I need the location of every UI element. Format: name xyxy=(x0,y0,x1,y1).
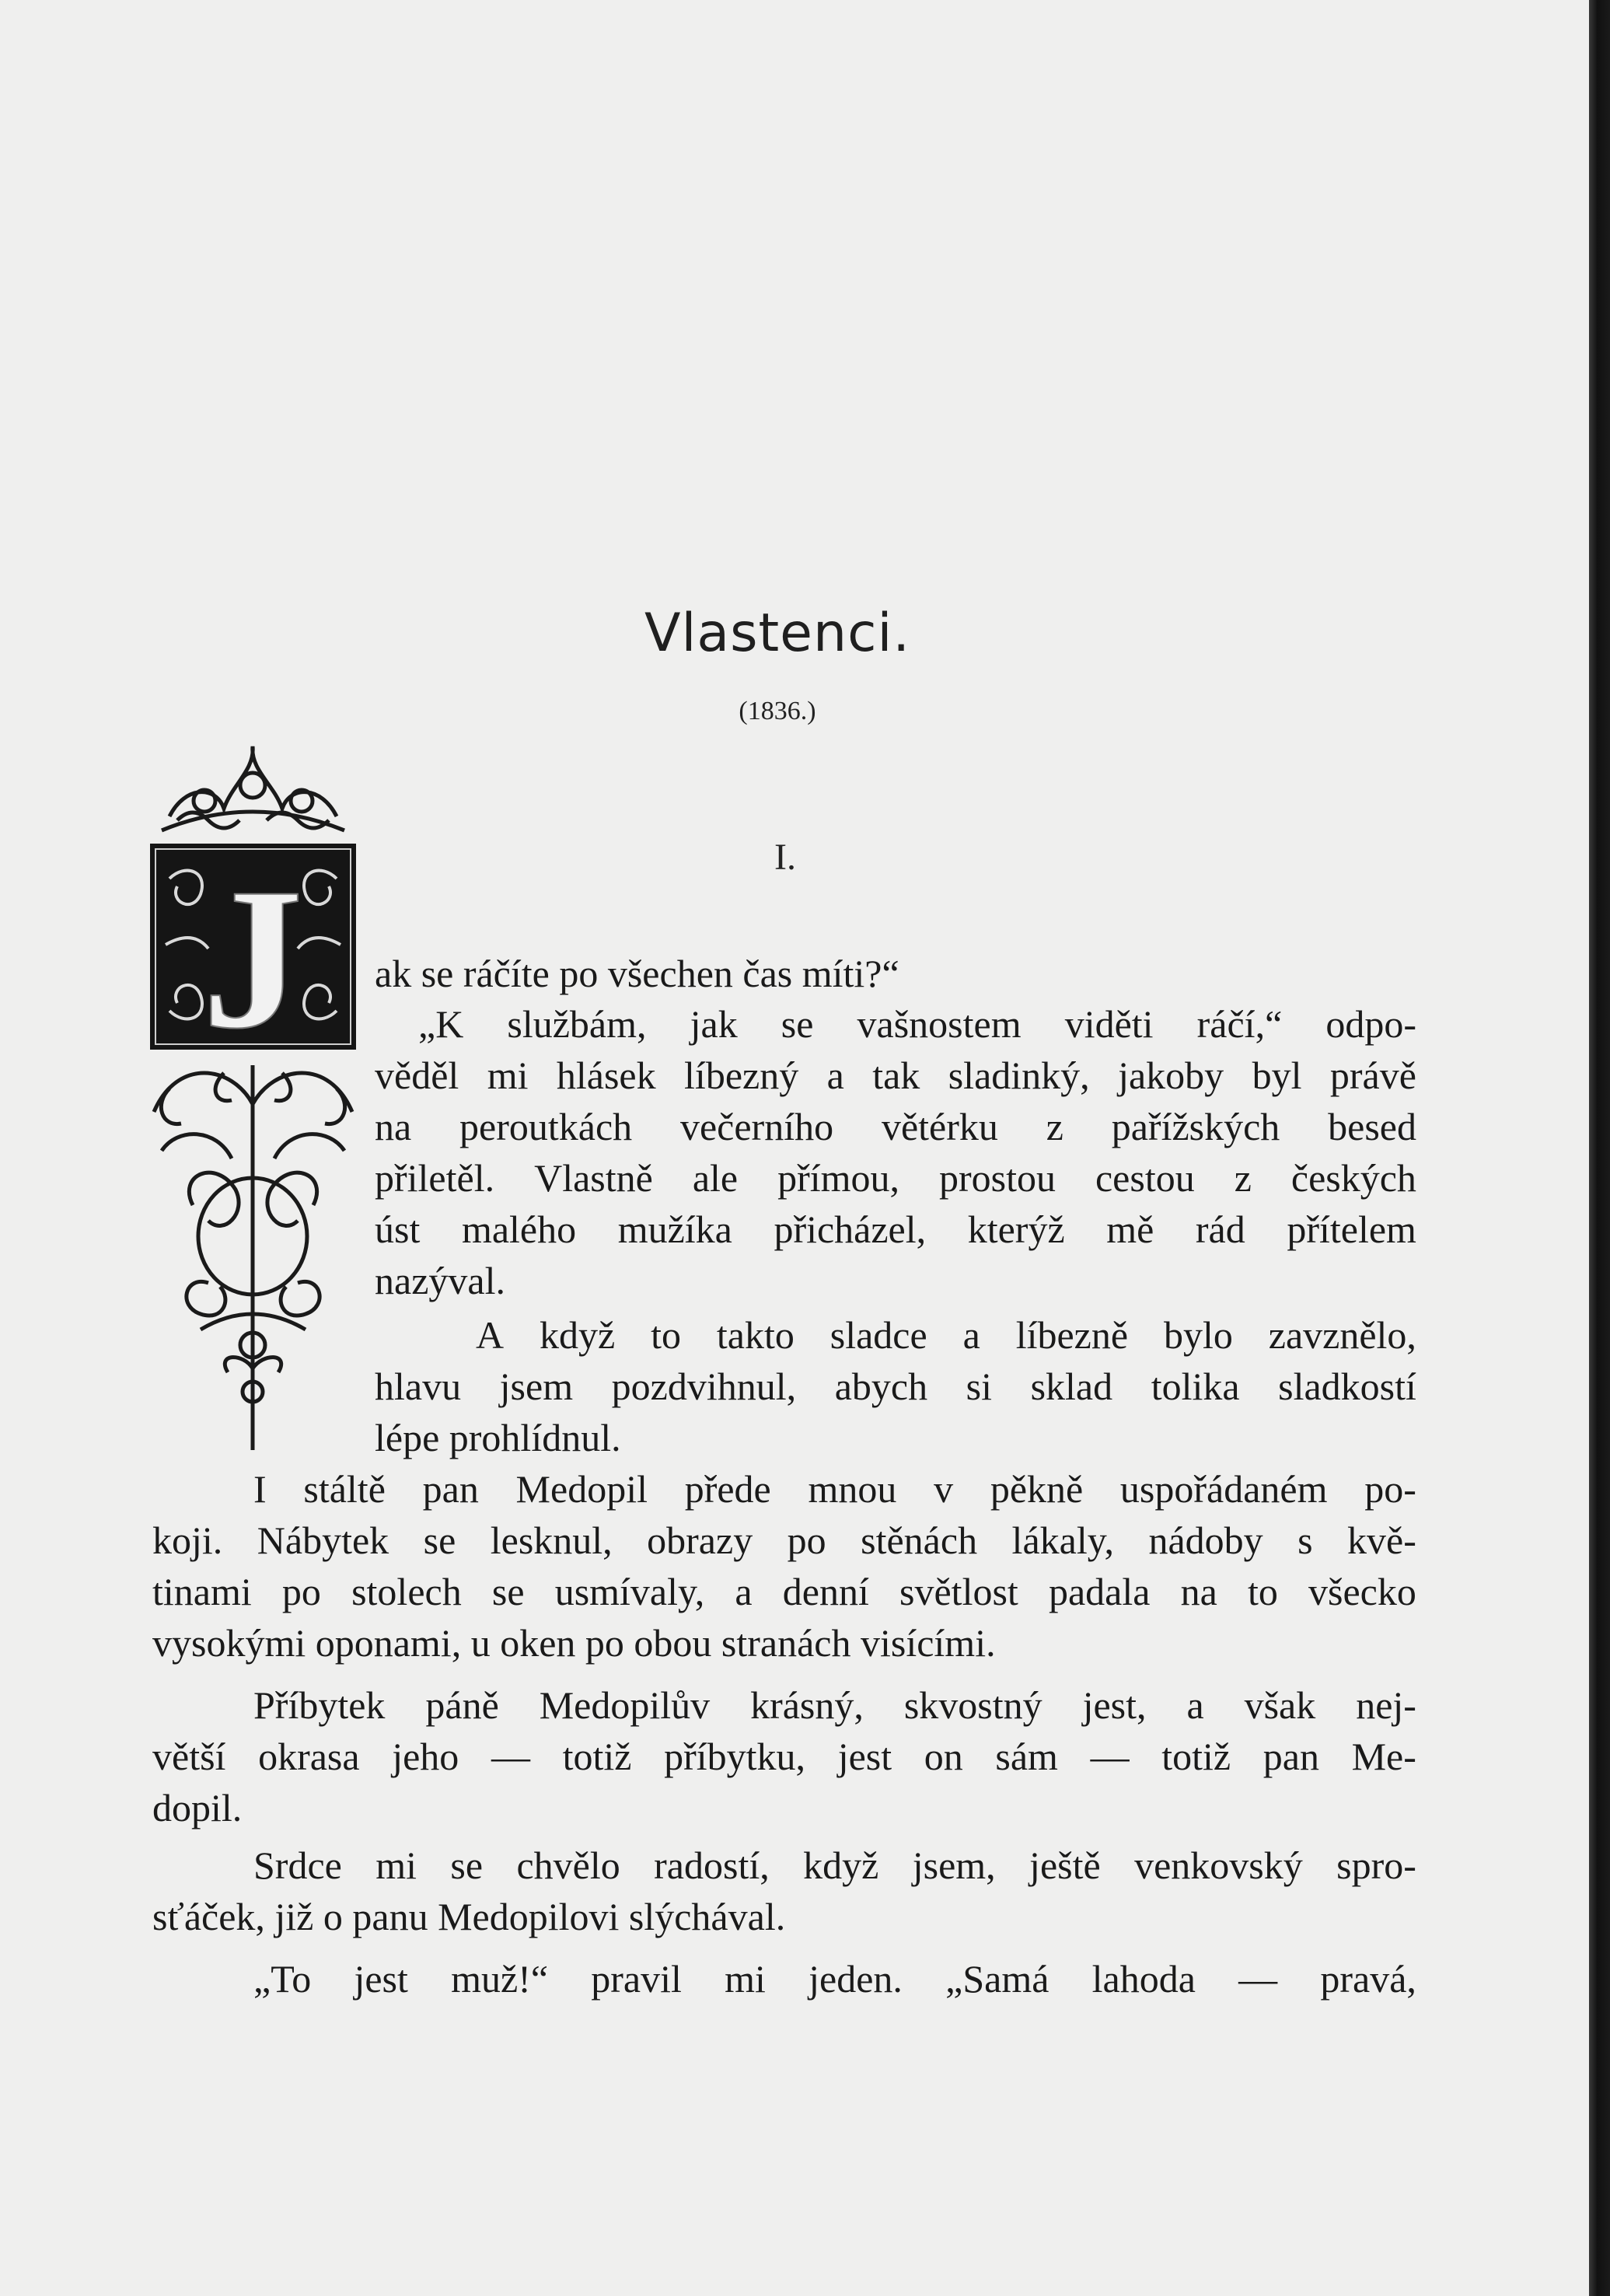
word: „K xyxy=(418,1002,464,1046)
word: vašnostem xyxy=(857,1002,1022,1046)
word: se xyxy=(491,1570,525,1613)
text-line: vysokými oponami, u oken po obou stranách visícími. xyxy=(152,1621,996,1665)
word: uspořádaném xyxy=(1119,1467,1328,1511)
text-line xyxy=(476,1312,1416,1358)
word: úst xyxy=(375,1207,421,1251)
word: Příbytek xyxy=(253,1683,386,1727)
word: kvě- xyxy=(1347,1518,1416,1562)
text-line xyxy=(375,1052,1416,1099)
word: na xyxy=(375,1105,412,1148)
text-line xyxy=(253,1955,1416,2002)
word: se xyxy=(781,1002,814,1046)
text-line xyxy=(253,1466,1416,1512)
word: prostou xyxy=(939,1156,1056,1200)
word: když xyxy=(803,1843,879,1887)
word: viděti xyxy=(1064,1002,1154,1046)
word: Nábytek xyxy=(257,1518,389,1562)
chapter-number: I. xyxy=(774,837,796,878)
word: po xyxy=(281,1570,321,1613)
text-line xyxy=(375,1206,1416,1253)
word: „To xyxy=(253,1957,312,2001)
word: přímou, xyxy=(777,1156,900,1200)
word: to xyxy=(651,1313,681,1357)
text-line: lépe prohlídnul. xyxy=(375,1416,621,1459)
word: si xyxy=(966,1365,993,1408)
text-line xyxy=(253,1842,1416,1889)
word: sklad xyxy=(1030,1365,1113,1408)
word: ještě xyxy=(1029,1843,1101,1887)
word: stěnách xyxy=(861,1518,978,1562)
word: Medopil xyxy=(515,1467,648,1511)
word: — xyxy=(1238,1957,1278,2001)
word: po- xyxy=(1364,1467,1416,1511)
word: lákaly, xyxy=(1011,1518,1114,1562)
text-line: dopil. xyxy=(152,1786,243,1829)
word: v xyxy=(934,1467,954,1511)
word: líbezně xyxy=(1015,1313,1129,1357)
word: tak xyxy=(872,1054,920,1097)
word: pravá, xyxy=(1320,1957,1416,2001)
word: pan xyxy=(1263,1735,1319,1778)
story-title: Vlastenci. xyxy=(644,603,910,664)
word: mužíka xyxy=(617,1207,732,1251)
word: nádoby xyxy=(1148,1518,1263,1562)
word: stolech xyxy=(351,1570,462,1613)
word: pozdvihnul, xyxy=(611,1365,797,1408)
word: Vlastně xyxy=(534,1156,653,1200)
word: besed xyxy=(1328,1105,1416,1148)
word: a xyxy=(1186,1683,1204,1727)
word: totiž xyxy=(562,1735,632,1778)
word: mnou xyxy=(808,1467,897,1511)
word: kterýž xyxy=(967,1207,1065,1251)
word: „Samá xyxy=(945,1957,1049,2001)
text-line xyxy=(375,1103,1416,1150)
word: jest, xyxy=(1082,1683,1147,1727)
word: radostí, xyxy=(654,1843,770,1887)
ornamental-initial-icon xyxy=(146,739,360,1462)
word: rád xyxy=(1195,1207,1245,1251)
text-line xyxy=(375,1363,1416,1410)
word: Srdce xyxy=(253,1843,342,1887)
word: věděl xyxy=(375,1054,459,1097)
word: venkovský xyxy=(1134,1843,1303,1887)
word: jsem, xyxy=(912,1843,996,1887)
word: právě xyxy=(1329,1054,1416,1097)
word: cestou xyxy=(1095,1156,1195,1200)
word: chvělo xyxy=(516,1843,620,1887)
page-edge xyxy=(1589,0,1610,2296)
word: větší xyxy=(152,1735,226,1778)
word: denní xyxy=(782,1570,869,1613)
text-line xyxy=(375,1155,1416,1201)
word: po xyxy=(787,1518,826,1562)
word: přede xyxy=(684,1467,771,1511)
word: byl xyxy=(1252,1054,1302,1097)
word: jeden. xyxy=(808,1957,903,2001)
word: přítelem xyxy=(1287,1207,1416,1251)
word: večerního xyxy=(679,1105,834,1148)
word: mi xyxy=(725,1957,766,2001)
word: krásný, xyxy=(750,1683,864,1727)
story-date: (1836.) xyxy=(739,697,816,725)
word: stáltě xyxy=(303,1467,386,1511)
word: takto xyxy=(716,1313,795,1357)
word: koji. xyxy=(152,1518,223,1562)
word: větérku xyxy=(881,1105,998,1148)
word: muž!“ xyxy=(451,1957,549,2001)
word: peroutkách xyxy=(459,1105,633,1148)
word: hlásek xyxy=(556,1054,656,1097)
word: však xyxy=(1244,1683,1316,1727)
word: z xyxy=(1046,1105,1063,1148)
initial-letter: J xyxy=(202,847,303,1071)
text-line xyxy=(152,1733,1416,1780)
word: hlavu xyxy=(375,1365,462,1408)
word: malého xyxy=(461,1207,577,1251)
text-line xyxy=(152,1517,1416,1564)
word: tolika xyxy=(1151,1365,1240,1408)
word: sladinký, xyxy=(948,1054,1090,1097)
word: jest xyxy=(354,1957,408,2001)
word: Medopilův xyxy=(539,1683,711,1727)
word: jak xyxy=(690,1002,738,1046)
word: když xyxy=(540,1313,616,1357)
word: přiletěl. xyxy=(375,1156,495,1200)
word: sladce xyxy=(829,1313,927,1357)
word: ale xyxy=(692,1156,739,1200)
word: všecko xyxy=(1308,1570,1416,1613)
word: abych xyxy=(834,1365,928,1408)
word: nej- xyxy=(1356,1683,1416,1727)
word: jeho xyxy=(392,1735,459,1778)
word: sladkostí xyxy=(1278,1365,1416,1408)
word: z xyxy=(1234,1156,1252,1200)
word: Me- xyxy=(1351,1735,1416,1778)
word: lahoda xyxy=(1091,1957,1196,2001)
word: totiž xyxy=(1161,1735,1231,1778)
word: pravil xyxy=(591,1957,682,2001)
word: odpo- xyxy=(1325,1002,1416,1046)
word: lesknul, xyxy=(490,1518,613,1562)
word: skvostný xyxy=(903,1683,1042,1727)
word: pařížských xyxy=(1111,1105,1280,1148)
word: s xyxy=(1297,1518,1313,1562)
text-line xyxy=(253,1682,1416,1728)
word: mi xyxy=(487,1054,529,1097)
word: příbytku, xyxy=(664,1735,806,1778)
word: usmívaly, xyxy=(554,1570,705,1613)
word: a xyxy=(735,1570,753,1613)
text-line: ak se ráčíte po všechen čas míti?“ xyxy=(375,952,899,995)
text-line xyxy=(418,1001,1416,1047)
word: zavznělo, xyxy=(1268,1313,1416,1357)
word: světlost xyxy=(899,1570,1018,1613)
word: a xyxy=(962,1313,980,1357)
text-line: sťáček, již o panu Medopilovi slýchával. xyxy=(152,1895,786,1938)
word: se xyxy=(423,1518,456,1562)
text-line xyxy=(152,1568,1416,1615)
word: to xyxy=(1247,1570,1278,1613)
word: službám, xyxy=(507,1002,647,1046)
word: okrasa xyxy=(258,1735,360,1778)
text-line: nazýval. xyxy=(375,1259,505,1302)
word: na xyxy=(1180,1570,1217,1613)
word: on xyxy=(924,1735,963,1778)
word: sám xyxy=(995,1735,1058,1778)
word: — xyxy=(1090,1735,1130,1778)
word: I xyxy=(253,1467,267,1511)
word: mě xyxy=(1106,1207,1154,1251)
word: líbezný xyxy=(684,1054,799,1097)
word: — xyxy=(491,1735,530,1778)
word: a xyxy=(826,1054,844,1097)
word: spro- xyxy=(1336,1843,1416,1887)
word: bylo xyxy=(1163,1313,1233,1357)
word: mi xyxy=(375,1843,417,1887)
word: pěkně xyxy=(990,1467,1084,1511)
word: tinami xyxy=(152,1570,252,1613)
word: jsem xyxy=(499,1365,574,1408)
word: českých xyxy=(1290,1156,1416,1200)
word: páně xyxy=(425,1683,499,1727)
word: se xyxy=(450,1843,484,1887)
word: obrazy xyxy=(647,1518,753,1562)
word: pan xyxy=(422,1467,479,1511)
word: přicházel, xyxy=(774,1207,927,1251)
word: ráčí,“ xyxy=(1196,1002,1283,1046)
word: jakoby xyxy=(1118,1054,1224,1097)
word: padala xyxy=(1048,1570,1151,1613)
word: jest xyxy=(837,1735,892,1778)
word: A xyxy=(476,1313,505,1357)
